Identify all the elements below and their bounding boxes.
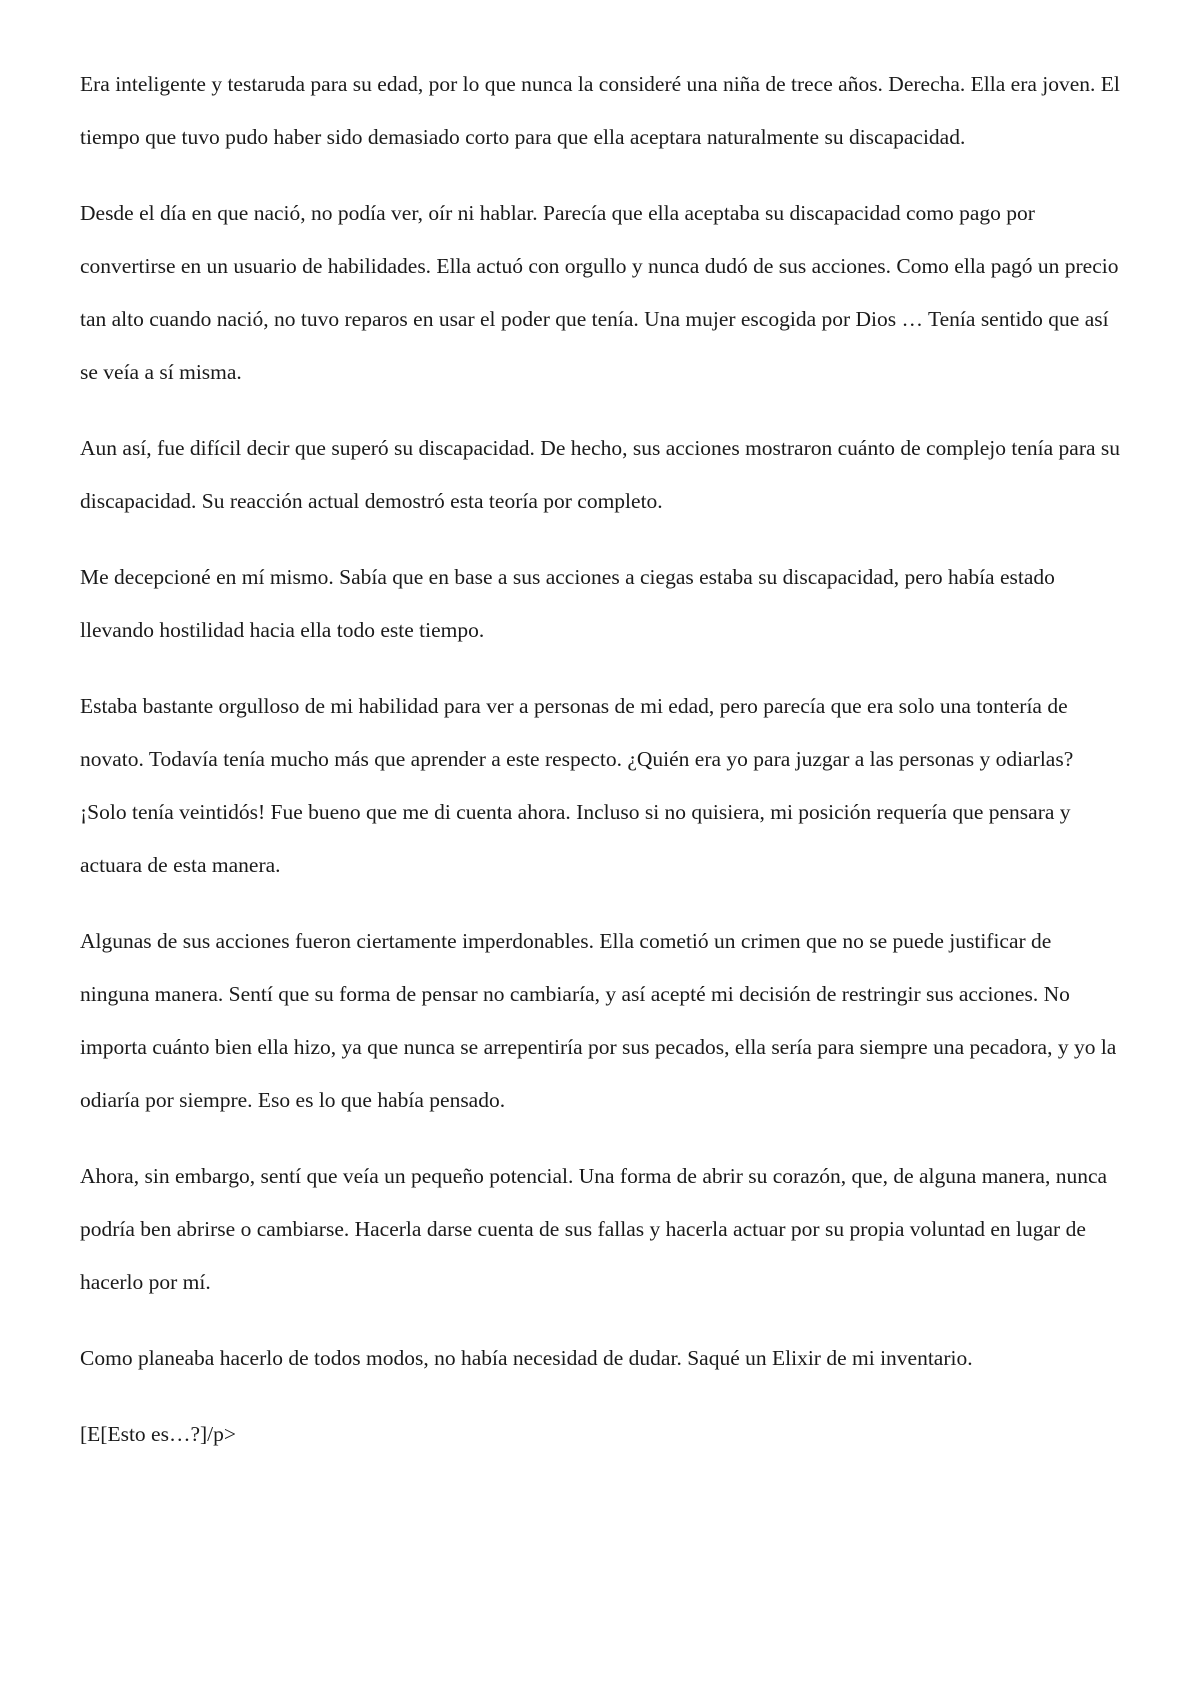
- paragraph-6: Algunas de sus acciones fueron ciertamente imperdonables. Ella cometió un crimen que no se puede justificar de ninguna manera. Sentí que su forma de pensar no cambiaría, y así acepté mi decisión de restringir sus acciones. No importa cuánto bien ella hizo, ya que nunca se arrepentiría por sus pecados, ella sería para siempre una pecadora, y yo la odiaría por siempre. Eso es lo que había pensado.: [80, 929, 1117, 1112]
- paragraph-9: [E[Esto es…?]/p>: [80, 1422, 237, 1446]
- paragraph-3: Aun así, fue difícil decir que superó su discapacidad. De hecho, sus acciones mostraron cuánto de complejo tenía para su discapacidad. Su reacción actual demostró esta teoría por completo.: [80, 436, 1121, 513]
- document-page: [80, 58, 1125, 1484]
- paragraph-4: Me decepcioné en mí mismo. Sabía que en base a sus acciones a ciegas estaba su discapacidad, pero había estado llevando hostilidad hacia ella todo este tiempo.: [80, 565, 1055, 642]
- paragraph-2: Desde el día en que nació, no podía ver, oír ni hablar. Parecía que ella aceptaba su discapacidad como pago por convertirse en un usuario de habilidades. Ella actuó con orgullo y nunca dudó de sus acciones. Como ella pagó un precio tan alto cuando nació, no tuvo reparos en usar el poder que tenía. Una mujer escogida por Dios … Tenía sentido que así se veía a sí misma.: [80, 201, 1119, 384]
- paragraph-7: Ahora, sin embargo, sentí que veía un pequeño potencial. Una forma de abrir su corazón, que, de alguna manera, nunca podría ben abrirse o cambiarse. Hacerla darse cuenta de sus fallas y hacerla actuar por su propia voluntad en lugar de hacerlo por mí.: [80, 1164, 1108, 1294]
- paragraph-8: Como planeaba hacerlo de todos modos, no había necesidad de dudar. Saqué un Elixir de mi inventario.: [80, 1346, 973, 1370]
- paragraph-5: Estaba bastante orgulloso de mi habilidad para ver a personas de mi edad, pero parecía que era solo una tontería de novato. Todavía tenía mucho más que aprender a este respecto. ¿Quién era yo para juzgar a las personas y odiarlas? ¡Solo tenía veintidós! Fue bueno que me di cuenta ahora. Incluso si no quisiera, mi posición requería que pensara y actuara de esta manera.: [80, 694, 1074, 877]
- paragraph-1: Era inteligente y testaruda para su edad, por lo que nunca la consideré una niña de trece años. Derecha. Ella era joven. El tiempo que tuvo pudo haber sido demasiado corto para que ella aceptara naturalmente su discapacidad.: [80, 72, 1120, 149]
